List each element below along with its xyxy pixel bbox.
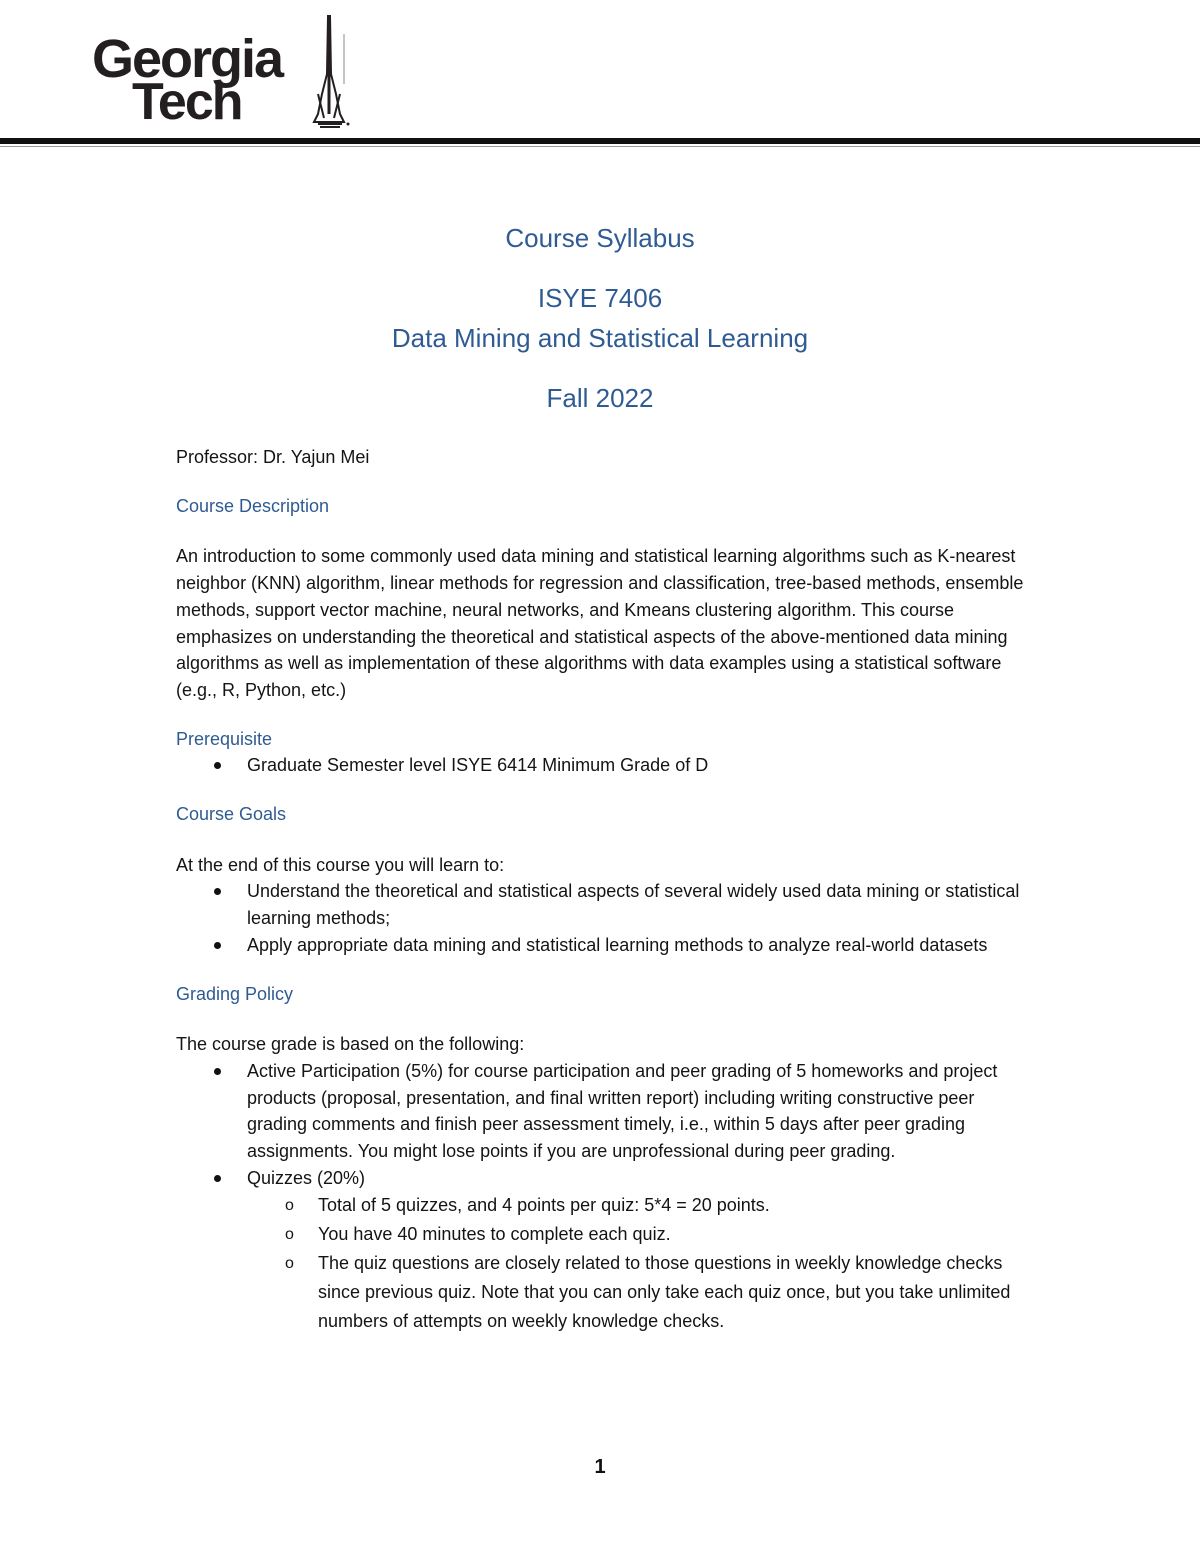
course-goals-intro: At the end of this course you will learn to: [176,854,505,875]
prerequisite-heading: Prerequisite [176,728,273,749]
course-description-heading: Course Description [176,495,330,516]
page-number: 1 [594,1456,606,1478]
course-name: Data Mining and Statistical Learning [391,323,809,353]
georgia-tech-logo [92,14,362,130]
sub-list-item: o The quiz questions are closely related to those questions in weekly knowledge checks since previous quiz. Note that you can only take each quiz once, but you take unlimited numbers of attempts on weekly knowledge checks. [247,1249,1036,1336]
tech-tower-icon [310,14,360,130]
course-goals-heading: Course Goals [176,804,287,825]
list-item: Apply appropriate data mining and statistical learning methods to analyze real-world datasets [176,932,1036,959]
quizzes-sublist [247,1191,1036,1336]
list-item: Graduate Semester level ISYE 6414 Minimum Grade of D [176,752,1036,779]
logo-word-tech: Tech [132,73,242,131]
professor-line: Professor: Dr. Yajun Mei [176,447,370,467]
list-item: Understand the theoretical and statistical aspects of several widely used data mining or statistical learning methods; [176,878,1036,931]
quizzes-label: Quizzes (20%) [247,1167,366,1188]
title-block [0,218,1200,418]
syllabus-body [176,444,1036,1336]
sub-list-item: o Total of 5 quizzes, and 4 points per quiz: 5*4 = 20 points. [247,1191,1036,1220]
grading-intro: The course grade is based on the following: [176,1034,525,1055]
course-code: ISYE 7406 [537,283,663,313]
list-item: Active Participation (5%) for course participation and peer grading of 5 homeworks and project products (proposal, presentation, and final written report) including writing constructive peer grading comments and finish peer assessment timely, i.e., within 5 days after peer grading assignments. You might lose points if you are unprofessional during peer grading. [176,1058,1036,1165]
logo-word-georgia: Georgia [92,29,283,89]
grading-list [176,1058,1036,1337]
course-goals-list [176,878,1036,958]
course-description-text: An introduction to some commonly used data mining and statistical learning algorithms such as K-nearest neighbor (KNN) algorithm, linear methods for regression and classification, tree-based methods, ensemble methods, support vector machine, neural networks, and Kmeans clustering algorithm. This course emphasizes on understanding the theoretical and statistical aspects of the above-mentioned data mining algorithms as well as implementation of these algorithms with data examples using a statistical software (e.g., R, Python, etc.) [176,546,1024,700]
grading-policy-heading: Grading Policy [176,983,294,1004]
prerequisite-list [176,752,1036,779]
list-item [176,1165,1036,1337]
header-rule-thin [0,146,1200,147]
term: Fall 2022 [546,383,654,413]
sub-list-item: o You have 40 minutes to complete each quiz. [247,1220,1036,1249]
doc-title: Course Syllabus [505,223,695,253]
header-rule [0,138,1200,144]
